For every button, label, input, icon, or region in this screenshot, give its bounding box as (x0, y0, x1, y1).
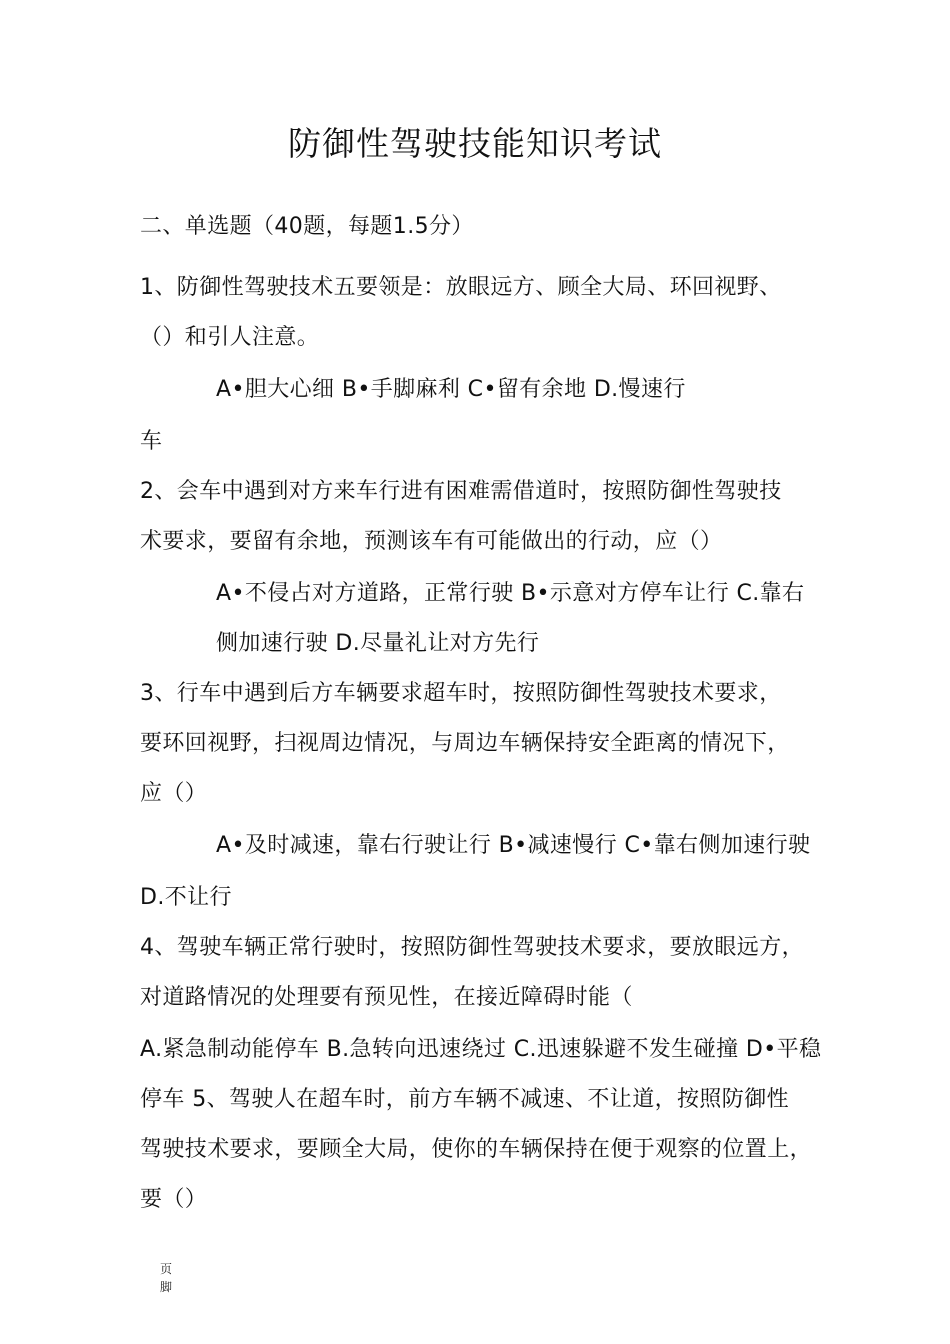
question-1-line-1: 1、防御性驾驶技术五要领是：放眼远方、顾全大局、环回视野、 (140, 275, 782, 300)
footer-char-2: 脚 (160, 1280, 173, 1294)
question-4-line-2: 对道路情况的处理要有预见性，在接近障碍时能（ (140, 985, 633, 1010)
question-2-options-cont: 侧加速行驶 D.尽量礼让对方先行 (216, 631, 540, 656)
question-4-line-1: 4、驾驶车辆正常行驶时，按照防御性驾驶技术要求，要放眼远方， (140, 935, 804, 960)
question-1-options-cont: 车 (140, 429, 163, 454)
question-3-options-cont: D.不让行 (140, 885, 232, 910)
question-1-line-2: （）和引人注意。 (140, 325, 320, 350)
question-2-line-2: 术要求，要留有余地，预测该车有可能做出的行动，应（） (140, 529, 723, 554)
question-5-line-3: 要（） (140, 1187, 208, 1212)
question-3-line-3: 应（） (140, 781, 208, 806)
question-5-line-1: 停车 5、驾驶人在超车时，前方车辆不减速、不让道，按照防御性 (140, 1087, 789, 1112)
question-4-options: A.紧急制动能停车 B.急转向迅速绕过 C.迅速躲避不发生碰撞 D•平稳 (140, 1037, 822, 1062)
question-3-line-2: 要环回视野，扫视周边情况，与周边车辆保持安全距离的情况下， (140, 731, 790, 756)
question-3-line-1: 3、行车中遇到后方车辆要求超车时，按照防御性驾驶技术要求， (140, 681, 782, 706)
question-2-line-1: 2、会车中遇到对方来车行进有困难需借道时，按照防御性驾驶技 (140, 479, 782, 504)
question-3-options: A•及时减速，靠右行驶让行 B•减速慢行 C•靠右侧加速行驶 (216, 833, 811, 858)
question-1-options: A•胆大心细 B•手脚麻利 C•留有余地 D.慢速行 (216, 377, 686, 402)
page-footer (160, 1260, 176, 1296)
page-title: 防御性驾驶技能知识考试 (288, 124, 662, 163)
footer-char-1: 页 (160, 1262, 173, 1276)
question-5-line-2: 驾驶技术要求，要顾全大局，使你的车辆保持在便于观察的位置上， (140, 1137, 813, 1162)
question-2-options: A•不侵占对方道路，正常行驶 B•示意对方停车让行 C.靠右 (216, 581, 805, 606)
section-heading: 二、单选题（40题，每题1.5分） (140, 214, 474, 239)
